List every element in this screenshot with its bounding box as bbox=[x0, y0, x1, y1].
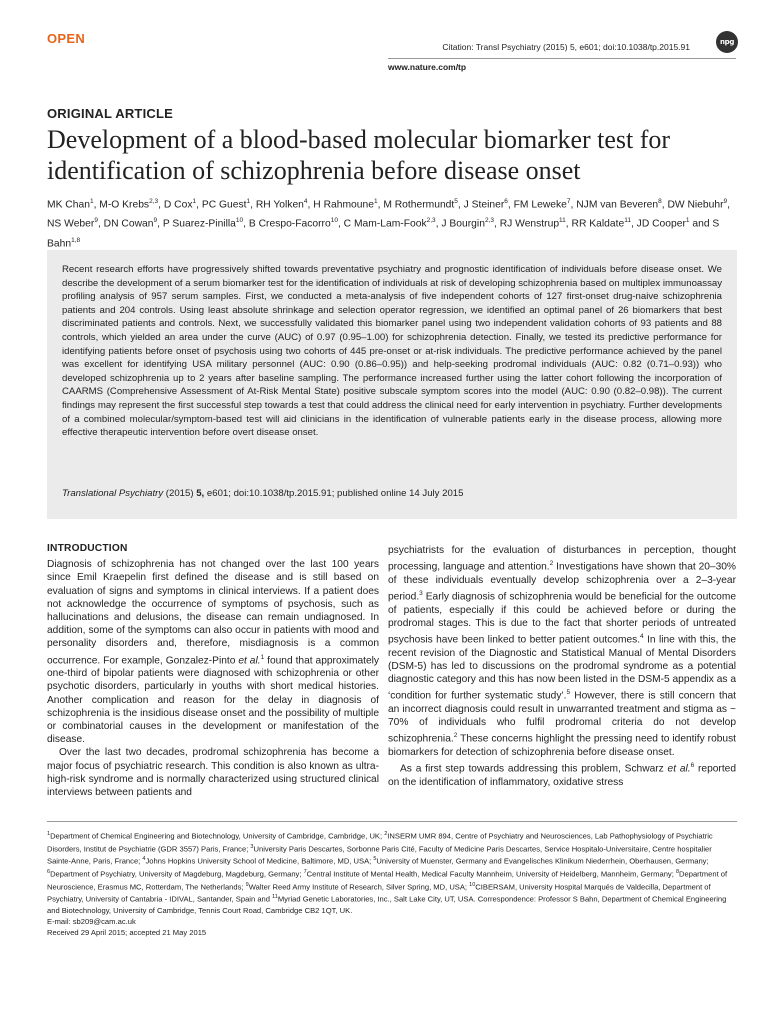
section-heading-introduction: INTRODUCTION bbox=[47, 543, 128, 554]
author-affiliation: 9 bbox=[94, 217, 98, 225]
author-name[interactable]: S Bahn bbox=[47, 218, 720, 250]
intro-text: Diagnosis of schizophrenia has not changed over the last 100 years since Emil Kraepelin first defined the disease and is still based on evaluation of signs and symptoms in clinical interviews. If a patient does not acknowledge the occurrence of symptoms of psychosis, such as hallucinations and delusions, the disease can remain undiagnosed. In addition, some of the symptoms can also occur in patients with mood and personality disorders and, therefore, misdiagnosis is a common occurrence. For example, Gonzalez-Pinto bbox=[47, 559, 379, 667]
author-affiliation: 2,3 bbox=[149, 198, 159, 205]
affiliation-number: 8 bbox=[675, 868, 680, 875]
intro-text: reported on the identification of inflammatory, oxidative stress bbox=[388, 763, 736, 788]
author-name[interactable]: J Bourgin bbox=[441, 218, 485, 230]
journal-name: Translational Psychiatry bbox=[62, 488, 164, 499]
author-affiliation: 1,8 bbox=[71, 236, 81, 244]
affiliation-text: Department of Chemical Engineering and Biotechnology, University of Cambridge, Cambridge, UK; bbox=[50, 831, 385, 841]
author-name[interactable]: MK Chan bbox=[47, 199, 90, 211]
citation-doi: e601; doi:10.1038/tp.2015.91; published online 14 July 2015 bbox=[204, 488, 464, 499]
reference-link[interactable]: 1 bbox=[260, 653, 265, 661]
affiliation-number: 10 bbox=[469, 881, 476, 888]
author-name[interactable]: PC Guest bbox=[201, 199, 247, 211]
author-affiliation: 9 bbox=[723, 198, 728, 205]
author-name[interactable]: M-O Krebs bbox=[99, 199, 150, 211]
affiliation-number: 9 bbox=[245, 881, 249, 888]
correspondence-email[interactable]: E-mail: sb209@cam.ac.uk bbox=[47, 916, 136, 926]
author-name[interactable]: NJM van Beveren bbox=[576, 199, 659, 211]
author-name[interactable]: FM Leweke bbox=[513, 199, 567, 211]
affiliation-text: Walter Reed Army Institute of Research, Silver Spring, MD, USA; bbox=[248, 882, 470, 892]
author-name[interactable]: J Steiner bbox=[463, 199, 505, 211]
author-name[interactable]: DW Niebuhr bbox=[667, 199, 724, 211]
reference-link[interactable]: 6 bbox=[690, 762, 695, 769]
citation-volume: 5, bbox=[196, 488, 205, 499]
received-dates: Received 29 April 2015; accepted 21 May 2015 bbox=[47, 927, 207, 937]
author-affiliation: 1 bbox=[685, 217, 690, 225]
publisher-logo-icon: npg bbox=[716, 31, 738, 53]
author-list: MK Chan$^1$, M-O Krebs$^{2,3}$, D Cox$^1$, PC Guest$^1$, RH Yolken$^4$, H Rahmoune$^1$, M Rothermundt$^5$, J Steiner$^6$, FM Leweke$^7$, NJM van Beveren$^8$, DW Niebuhr$^9$, NS Weber$^9$, DN Cowan$^9$, P Suarez-Pinilla$^{10}$, B Crespo-Facorro$^{10}$, C Mam-Lam-Fook$^{2,3}$, J Bourgin$^{2,3}$, RJ Wenstrup$^{11}$, RR Kaldate$^{11}$, JD Cooper$^1$ and S Bahn$^{1,8}$ bbox=[47, 198, 731, 250]
affiliation-text: University of Muenster, Germany and Evangelisches Klinikum Niederrhein, Oberhausen, Germany; bbox=[376, 856, 709, 866]
author-name[interactable]: M Rothermundt bbox=[383, 199, 455, 211]
article-type: ORIGINAL ARTICLE bbox=[47, 106, 173, 121]
author-affiliation: 8 bbox=[658, 198, 662, 205]
intro-text: As a first step towards addressing this problem, Schwarz bbox=[400, 763, 668, 775]
right-column bbox=[388, 544, 736, 789]
author-affiliation: 7 bbox=[566, 198, 571, 205]
article-title: Development of a blood-based molecular biomarker test for identification of schizophrenia before disease onset bbox=[47, 125, 671, 185]
intro-text: found that approximately one-third of bipolar patients were diagnosed with schizophrenia or other psychotic disorders, particularly in youths with short medical histories. Another complication and reason for the delay in diagnosis of schizophrenia is the insidious disease onset and the possibility of multiple or combinatorial causes in the development or manifestation of the disease. bbox=[47, 655, 379, 746]
author-affiliation: 2,3 bbox=[484, 217, 494, 225]
author-affiliation: 1 bbox=[89, 198, 94, 205]
intro-paragraph-4 bbox=[388, 759, 736, 789]
reference-link[interactable]: 5 bbox=[566, 689, 571, 697]
citation-year: (2015) bbox=[163, 488, 197, 499]
intro-paragraph-1 bbox=[47, 558, 379, 746]
author-affiliation: 10 bbox=[235, 217, 244, 225]
intro-text: These concerns highlight the pressing need to identify robust biomarkers for detection of schizophrenia before disease onset. bbox=[388, 733, 736, 758]
abstract-citation bbox=[62, 488, 722, 499]
affiliation-text: Johns Hopkins University School of Medicine, Baltimore, MD, USA; bbox=[145, 856, 374, 866]
journal-url-link[interactable]: www.nature.com/tp bbox=[388, 62, 467, 72]
author-name[interactable]: P Suarez-Pinilla bbox=[162, 218, 236, 230]
affiliation-number: 7 bbox=[303, 868, 307, 875]
affiliation-number: 1 bbox=[47, 831, 51, 837]
author-affiliation: 5 bbox=[454, 198, 458, 205]
author-affiliation: 1 bbox=[246, 198, 251, 205]
author-affiliation: 11 bbox=[624, 217, 631, 225]
affiliation-number: 4 bbox=[142, 856, 146, 863]
author-name[interactable]: RJ Wenstrup bbox=[499, 218, 560, 230]
reference-link[interactable]: 2 bbox=[549, 560, 554, 568]
affiliation-text: University Paris Descartes, Sorbonne Paris Cité, Faculty of Medicine Paris Descartes, Service Hospitalo-Universitaire, Centre hospitalier Sainte-Anne, Paris, France; bbox=[47, 844, 712, 866]
affiliation-number: 11 bbox=[272, 894, 278, 901]
intro-paragraph-3 bbox=[388, 544, 736, 759]
abstract-text: Recent research efforts have progressively shifted towards preventative psychiatry and prognostic identification of individuals before disease onset. We describe the development of a serum biomarker test for the identification of individuals at risk of developing schizophrenia based on multiplex immunoassay profiling analysis of 957 serum samples. First, we conducted a meta-analysis of five independent cohorts of 127 first-onset drug-naive schizophrenia patients and 204 controls. Using least absolute shrinkage and selection operator regression, we identified an optimal panel of 26 biomarkers that best discriminated patients and controls. Next, we successfully validated this biomarker panel using two independent validation cohorts of 93 patients and 88 controls, which yielded an area under the curve (AUC) of 0.97 (0.95–1.00) for schizophrenia detection. Finally, we tested its predictive performance for identifying patients before onset of psychosis using two cohorts of 445 pre-onset or at-risk individuals. The predictive performance achieved by the panel was excellent for identifying USA military personnel (AUC: 0.90 (0.86–0.95)) and help-seeking prodromal individuals (AUC: 0.82 (0.71–0.93)) who developed schizophrenia up to 2 years after baseline sampling. The performance increased further using the latter cohort following the incorporation of CAARMS (Comprehensive Assessment of At-Risk Mental State) positive subscale symptom scores into the model (AUC: 0.90 (0.82–0.98)). The current findings may represent the first successful step towards a test that could address the clinical need for early intervention in psychiatry. Further developments of a combined molecular/symptom-based test will aid clinicians in the identification of vulnerable patients early in the disease process, allowing more effective therapeutic intervention before overt disease onset. bbox=[62, 264, 722, 439]
intro-text: Investigations have shown that 20–30% of these individuals eventually develop schizophrenia over a 2–3-year period. bbox=[388, 561, 736, 603]
author-affiliation: 11 bbox=[559, 217, 566, 225]
et-al: et al. bbox=[667, 763, 691, 775]
author-affiliation: 2,3 bbox=[426, 217, 436, 225]
affiliation-text: CIBERSAM, University Hospital Marqués de Valdecilla, Department of Psychiatry, University of Cantabria - IDIVAL, Santander, Spain and bbox=[47, 882, 711, 904]
affiliation-text: Department of Neuroscience, Erasmus MC, Rotterdam, The Netherlands; bbox=[47, 869, 728, 892]
author-name[interactable]: D Cox bbox=[163, 199, 193, 211]
et-al: et al. bbox=[238, 655, 261, 667]
author-name[interactable]: H Rahmoune bbox=[313, 199, 374, 211]
intro-text: In line with this, the recent revision of the Diagnostic and Statistical Manual of Mental Disorders (DSM-5) has led to discussions on the prodromal syndrome as a potential diagnostic category and this has now been listed in the DSM-5 appendix as a ‘condition for further systematic study’. bbox=[388, 634, 736, 702]
affiliation-text: INSERM UMR 894, Centre of Psychiatry and Neurosciences, Lab Pathophysiology of Psychiatric Disorders, Institut de Psychiatrie (GDR 3557) Paris, France; bbox=[47, 831, 713, 854]
footnotes bbox=[47, 829, 737, 938]
author-name[interactable]: JD Cooper bbox=[636, 218, 686, 230]
author-affiliation: 4 bbox=[303, 198, 308, 205]
intro-text: Early diagnosis of schizophrenia would be beneficial for the outcome of patients, especially if this could be achieved before or during the prodromal stages. This is due to the fact that shorter periods of untreated psychosis have been linked to better patient outcomes. bbox=[388, 591, 736, 646]
intro-text: psychiatrists for the evaluation of disturbances in perception, thought processing, language and attention. bbox=[388, 545, 736, 573]
author-name[interactable]: NS Weber bbox=[47, 218, 95, 230]
affiliations bbox=[47, 829, 737, 916]
reference-link[interactable]: 4 bbox=[640, 633, 644, 640]
header-divider bbox=[388, 58, 736, 59]
affiliation-number: 3 bbox=[250, 843, 254, 850]
author-name[interactable]: DN Cowan bbox=[103, 218, 154, 230]
affiliation-number: 6 bbox=[47, 868, 51, 875]
footnote-divider bbox=[47, 821, 737, 822]
affiliation-text: Central Institute of Mental Health, Medical Faculty Mannheim, University of Heidelberg, Mannheim, Germany; bbox=[306, 869, 676, 879]
affiliation-text: Myriad Genetic Laboratories, Inc., Salt Lake City, UT, USA. Correspondence: Professor S Bahn, Department of Chemical Engineering and Biotechnology, University of Cambridge, Tennis Court Road, Cambridge CB2 1QT, UK. bbox=[47, 894, 727, 915]
author-affiliation: 9 bbox=[153, 217, 158, 225]
intro-paragraph-2: Over the last two decades, prodromal schizophrenia has become a major focus of psychiatric research. This condition is also known as ultra-high-risk syndrome and is normally characterized using structured clinical interviews between patients and bbox=[47, 747, 379, 799]
author-affiliation: 10 bbox=[330, 217, 338, 225]
reference-link[interactable]: 3 bbox=[419, 590, 423, 597]
author-affiliation: 1 bbox=[192, 198, 197, 205]
affiliation-text: Department of Psychiatry, University of Magdeburg, Magdeburg, Germany; bbox=[50, 869, 304, 879]
left-column bbox=[47, 542, 379, 799]
reference-link[interactable]: 2 bbox=[453, 732, 458, 740]
author-affiliation: 6 bbox=[504, 198, 508, 205]
author-name[interactable]: RR Kaldate bbox=[571, 218, 625, 230]
open-access-label: OPEN bbox=[47, 31, 86, 46]
affiliation-number: 5 bbox=[373, 856, 377, 863]
intro-text: However, there is still concern that an incorrect diagnosis could result in unwarranted treatment and stigma as ~ 70% of individuals who fulfil prodromal criteria do not develop schizophrenia. bbox=[388, 690, 736, 745]
author-name[interactable]: C Mam-Lam-Fook bbox=[343, 218, 427, 230]
header-citation: Citation: Transl Psychiatry (2015) 5, e601; doi:10.1038/tp.2015.91 bbox=[442, 42, 690, 52]
author-affiliation: 1 bbox=[373, 198, 378, 205]
affiliation-number: 2 bbox=[384, 831, 388, 837]
author-name[interactable]: RH Yolken bbox=[255, 199, 304, 211]
author-name[interactable]: B Crespo-Facorro bbox=[248, 218, 331, 230]
